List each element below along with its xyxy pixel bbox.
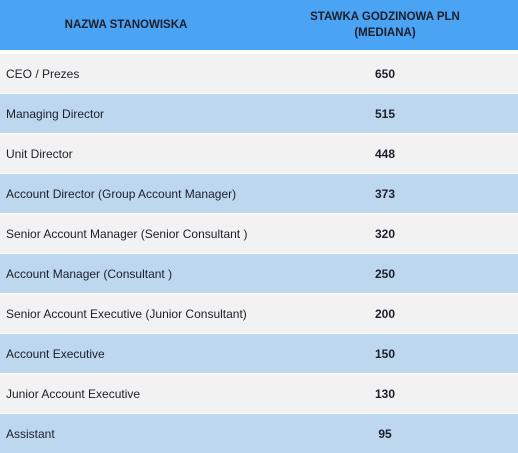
position-cell: Managing Director	[0, 94, 252, 134]
rate-cell: 95	[252, 414, 518, 453]
rate-cell: 150	[252, 334, 518, 374]
position-cell: Account Director (Group Account Manager)	[0, 174, 252, 214]
rate-cell: 200	[252, 294, 518, 334]
position-cell: Senior Account Manager (Senior Consultant )	[0, 214, 252, 254]
header-row	[0, 0, 518, 52]
column-header-rate	[252, 0, 518, 52]
position-cell: Unit Director	[0, 134, 252, 174]
table-row	[0, 254, 518, 294]
table-row	[0, 94, 518, 134]
rate-cell: 373	[252, 174, 518, 214]
table-row	[0, 214, 518, 254]
rate-cell: 320	[252, 214, 518, 254]
table-row	[0, 174, 518, 214]
table-row	[0, 52, 518, 94]
table-body	[0, 52, 518, 453]
position-cell: Account Executive	[0, 334, 252, 374]
rate-cell: 650	[252, 52, 518, 94]
position-cell: Senior Account Executive (Junior Consultant)	[0, 294, 252, 334]
position-cell: CEO / Prezes	[0, 52, 252, 94]
rate-cell: 130	[252, 374, 518, 414]
table-row	[0, 414, 518, 453]
rate-cell: 448	[252, 134, 518, 174]
table-row	[0, 134, 518, 174]
column-header-rate-line2: (MEDIANA)	[256, 25, 514, 41]
rate-cell: 250	[252, 254, 518, 294]
table-row	[0, 334, 518, 374]
position-cell: Assistant	[0, 414, 252, 453]
table-row	[0, 374, 518, 414]
column-header-position: NAZWA STANOWISKA	[0, 0, 252, 52]
table-header	[0, 0, 518, 52]
position-cell: Account Manager (Consultant )	[0, 254, 252, 294]
position-cell: Junior Account Executive	[0, 374, 252, 414]
rate-cell: 515	[252, 94, 518, 134]
table-row	[0, 294, 518, 334]
column-header-rate-line1: STAWKA GODZINOWA PLN	[256, 9, 514, 25]
